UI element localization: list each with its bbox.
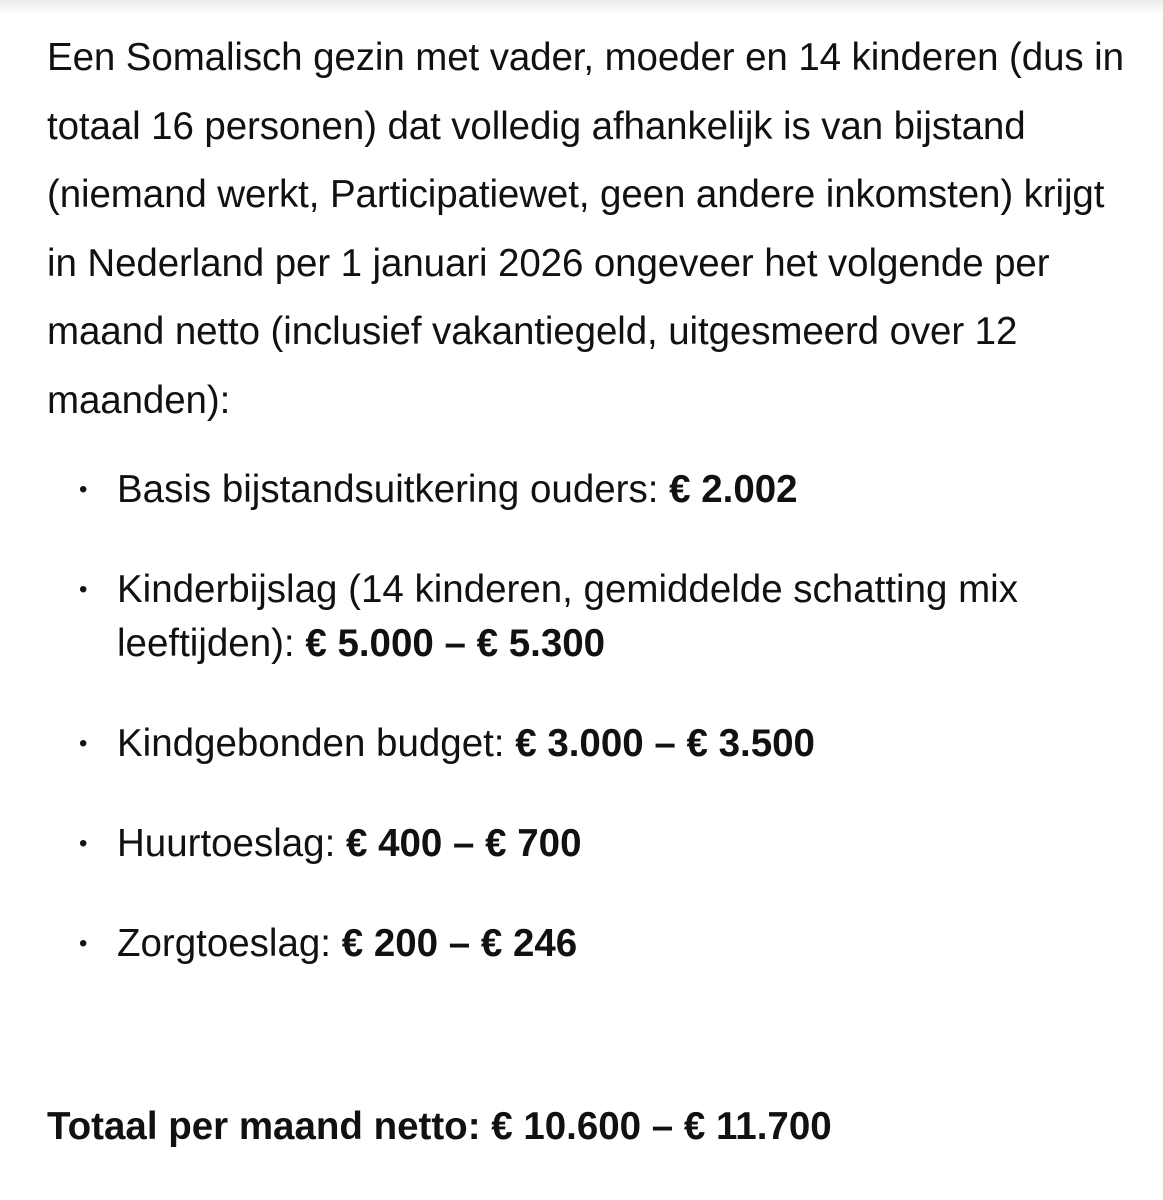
list-item-kindgebonden-budget [47,717,1127,771]
item-label: Kindgebonden budget: [117,722,505,765]
bullet-icon: • [79,930,88,957]
item-amount: € 3.000 – € 3.500 [515,722,815,765]
item-label: Huurtoeslag: [117,822,336,865]
intro-paragraph: Een Somalisch gezin met vader, moeder en 14 kinderen (dus in totaal 16 personen) dat volledig afhankelijk is van bijstand (niemand werkt, Participatiewet, geen andere inkomsten) krijgt in Nederland per 1 januari 2026 ongeveer het volgende per maand netto (inclusief vakantiegeld, uitgesmeerd over 12 maanden): [47,36,1124,422]
item-amount: € 5.000 – € 5.300 [305,622,606,665]
bullet-icon: • [79,830,88,857]
item-label: Kinderbijslag (14 kinderen, gemiddelde schatting mix leeftijden): [117,568,1018,665]
item-label: Basis bijstandsuitkering ouders: [117,468,659,511]
bullet-icon: • [79,476,88,503]
bullet-icon: • [79,730,88,757]
total-amount: € 10.600 – € 11.700 [491,1105,832,1148]
bullet-icon: • [79,576,88,603]
item-amount: € 400 – € 700 [346,822,582,865]
message-body [47,24,1127,1148]
total-label: Totaal per maand netto: [47,1105,481,1148]
benefits-list [47,463,1127,971]
top-edge-shadow [0,0,1163,14]
list-item-kinderbijslag [47,563,1127,671]
item-amount: € 2.002 [669,468,798,511]
list-item-basis-bijstand [47,463,1127,517]
item-amount: € 200 – € 246 [341,922,578,965]
list-item-huurtoeslag [47,817,1127,871]
list-item-zorgtoeslag [47,917,1127,971]
total-line [47,1100,832,1154]
item-label: Zorgtoeslag: [117,922,332,965]
